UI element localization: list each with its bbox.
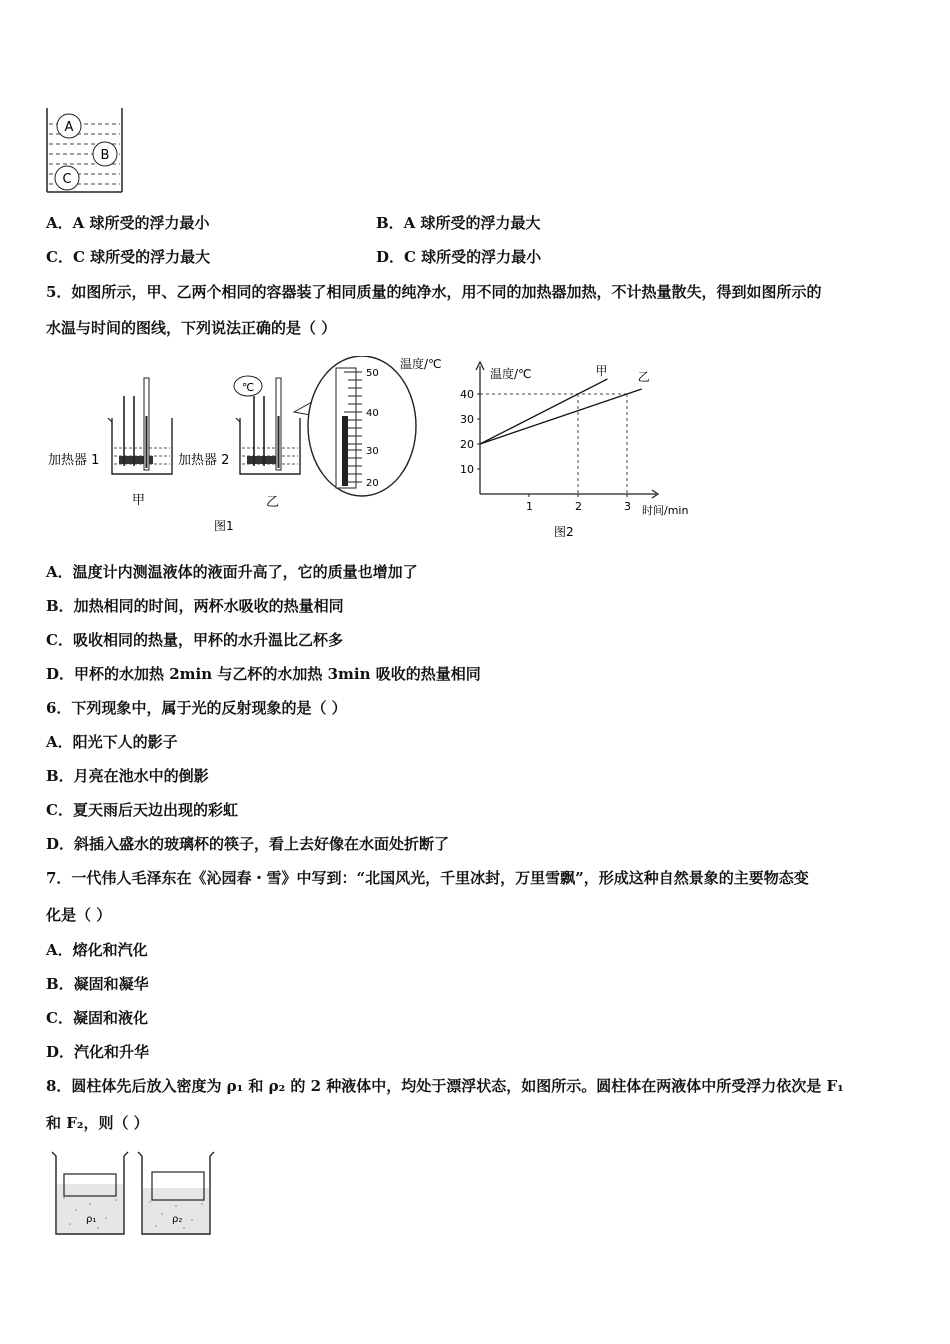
q6-option-a: A．阳光下人的影子: [46, 733, 178, 751]
beaker-rho2: [138, 1152, 214, 1234]
q4-option-a: A．A 球所受的浮力最小: [46, 214, 210, 232]
y-tick-label: 10: [460, 463, 474, 476]
q6-option-c: C．夏天雨后天边出现的彩虹: [46, 801, 238, 819]
series-yi-line: [480, 389, 642, 444]
q8-figure: [46, 1148, 226, 1240]
scale-title: 温度/℃: [400, 357, 442, 371]
chart2-xlabel: 时间/min: [642, 504, 689, 517]
q7-option-d: D．汽化和升华: [46, 1043, 150, 1061]
q5-option-b: B．加热相同的时间，两杯水吸收的热量相同: [46, 597, 344, 615]
rho2-label: ρ₂: [172, 1214, 183, 1225]
beaker-yi-label: 乙: [266, 495, 280, 510]
q7-option-a: A．熔化和汽化: [46, 941, 148, 959]
q7-stem-line1: 7．一代伟人毛泽东在《沁园春・雪》中写到：“北国风光，千里冰封，万里雪飘”，形成这种自然景象的主要物态变: [46, 869, 809, 887]
scale-tick-30: 30: [366, 446, 379, 457]
q8-stem-line1: 8．圆柱体先后放入密度为 ρ₁ 和 ρ₂ 的 2 种液体中，均处于漂浮状态，如图所示。圆柱体在两液体中所受浮力依次是 F₁: [46, 1077, 844, 1095]
scale-tick-40: 40: [366, 408, 379, 419]
x-tick-label: 3: [624, 500, 631, 513]
ball-a-label: A: [64, 120, 74, 135]
ball-c-label: C: [62, 172, 72, 187]
beaker-rho1: [52, 1152, 128, 1234]
q6-option-b: B．月亮在池水中的倒影: [46, 767, 209, 785]
q4-container-figure: [44, 106, 128, 196]
figure1-caption: 图1: [214, 519, 234, 533]
q5-stem-line2: 水温与时间的图线，下列说法正确的是（ ）: [46, 319, 337, 337]
ball-b-label: B: [100, 148, 110, 163]
figure2-caption: 图2: [554, 525, 574, 539]
y-tick-label: 40: [460, 388, 474, 401]
beaker-jia: [108, 378, 172, 474]
celsius-badge: ℃: [241, 381, 255, 394]
chart2-ylabel: 温度/℃: [490, 367, 532, 381]
q7-option-c: C．凝固和液化: [46, 1009, 148, 1027]
rho1-label: ρ₁: [86, 1214, 97, 1225]
q6-option-d: D．斜插入盛水的玻璃杯的筷子，看上去好像在水面处折断了: [46, 835, 450, 853]
q4-option-b: B．A 球所受的浮力最大: [376, 214, 541, 232]
thermometer-callout: [308, 356, 416, 496]
q5-stem-line1: 5．如图所示，甲、乙两个相同的容器装了相同质量的纯净水，用不同的加热器加热，不计热量散失，得到如图所示的: [46, 283, 822, 301]
heater1-label: 加热器 1: [48, 453, 100, 468]
beaker-yi: [234, 376, 300, 474]
scale-tick-20: 20: [366, 478, 379, 489]
q5-option-c: C．吸收相同的热量，甲杯的水升温比乙杯多: [46, 631, 343, 649]
q6-stem: 6．下列现象中，属于光的反射现象的是（ ）: [46, 699, 347, 717]
q5-option-a: A．温度计内测温液体的液面升高了，它的质量也增加了: [46, 563, 418, 581]
q5-option-d: D．甲杯的水加热 2min 与乙杯的水加热 3min 吸收的热量相同: [46, 665, 481, 683]
series-yi-label: 乙: [637, 370, 650, 384]
x-tick-label: 2: [575, 500, 582, 513]
q5-figure1: [44, 356, 464, 538]
heater2-label: 加热器 2: [178, 453, 230, 468]
q7-stem-line2: 化是（ ）: [46, 906, 112, 924]
series-jia-label: 甲: [595, 364, 608, 378]
x-tick-label: 1: [526, 500, 533, 513]
q4-option-c: C．C 球所受的浮力最大: [46, 248, 211, 266]
y-tick-label: 30: [460, 413, 474, 426]
scale-tick-50: 50: [366, 368, 379, 379]
series-jia-line: [480, 379, 607, 444]
beaker-jia-label: 甲: [132, 493, 146, 508]
y-tick-label: 20: [460, 438, 474, 451]
q5-figure2-chart: [456, 360, 706, 544]
q4-option-d: D．C 球所受的浮力最小: [376, 248, 542, 266]
q7-option-b: B．凝固和凝华: [46, 975, 149, 993]
q8-stem-line2: 和 F₂，则（ ）: [46, 1114, 149, 1132]
